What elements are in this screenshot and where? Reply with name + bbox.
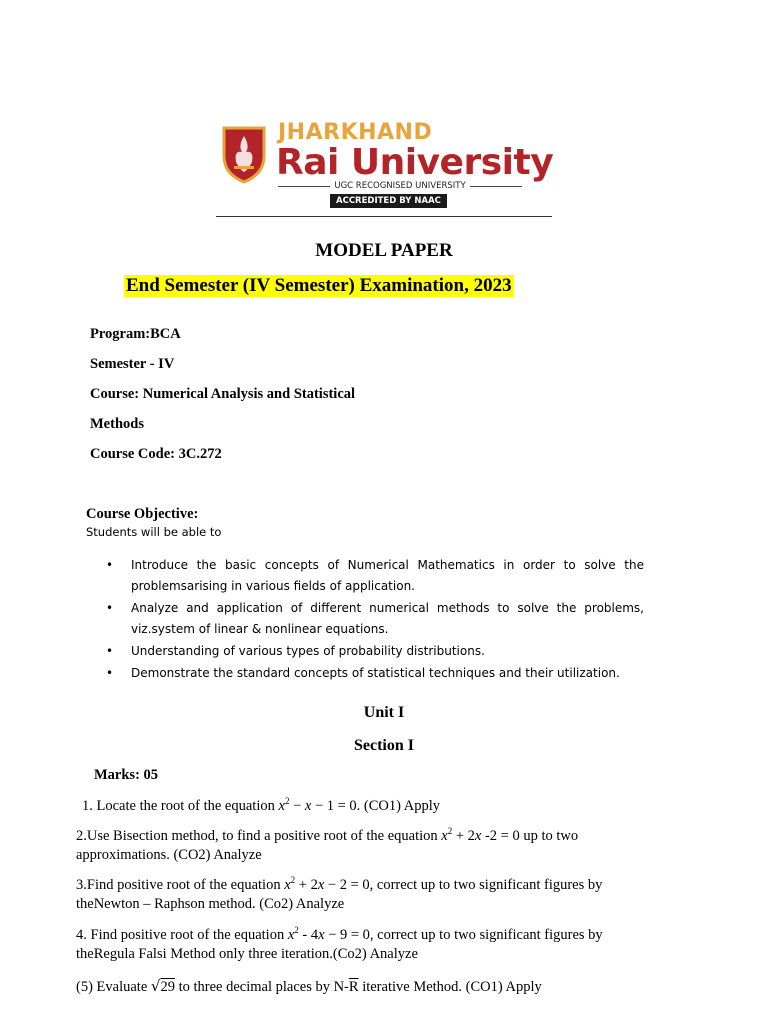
page-title: MODEL PAPER — [315, 240, 453, 261]
header-divider — [216, 216, 552, 217]
program: Program:BCA — [90, 326, 181, 342]
logo-name: Rai University — [276, 142, 554, 183]
list-item: • Introduce the basic concepts of Numerical Mathematics in order to solve the problemsarising in various fields of application. — [106, 558, 644, 593]
objective-heading: Course Objective: — [86, 506, 199, 522]
question-5: (5) Evaluate √29 to three decimal places by $N-\overline{R}$ iterative Method. (CO1) Apply — [76, 977, 542, 995]
exam-title: End Semester (IV Semester) Examination, 2023 — [126, 275, 512, 296]
shield-emblem-icon — [220, 122, 268, 184]
university-logo — [220, 118, 554, 214]
list-item: • Analyze and application of different numerical methods to solve the problems, viz.system of linear & nonlinear equations. — [106, 601, 644, 636]
course-code: Course Code: 3C.272 — [90, 446, 222, 462]
logo-tagline: UGC RECOGNISED UNIVERSITY — [278, 181, 522, 191]
question-3: 3.Find positive root of the equation $x^2 + 2x - 2 = 0$, correct up to two significant figures by theNewton – Raphson method. (Co2) Analyze — [76, 875, 603, 912]
question-4: 4. Find positive root of the equation $x^2 - 4x - 9 = 0$, correct up to two significant figures by theRegula Falsi Method only three iteration.(Co2) Analyze — [76, 925, 603, 962]
naac-badge: ACCREDITED BY NAAC — [330, 194, 447, 208]
question-1: 1. Locate the root of the equation $x^2 - x - 1 = 0$. (CO1) Apply — [82, 796, 441, 814]
list-item: • Understanding of various types of probability distributions. — [106, 644, 485, 658]
objective-subheading: Students will be able to — [86, 525, 222, 539]
list-item: • Demonstrate the standard concepts of statistical techniques and their utilization. — [106, 666, 620, 680]
logo-top-text: JHARKHAND — [278, 120, 433, 145]
semester: Semester - IV — [90, 356, 175, 372]
marks: Marks: 05 — [94, 767, 159, 783]
question-2: 2.Use Bisection method, to find a positive root of the equation $x^2 + 2x$ -2 = 0 up to two approximations. (CO2) Analyze — [76, 826, 579, 863]
objective-list — [104, 555, 644, 685]
section-title: Section I — [354, 737, 414, 754]
course-name-cont: Methods — [90, 416, 144, 432]
unit-title: Unit I — [363, 704, 405, 721]
course-name: Course: Numerical Analysis and Statistical — [90, 386, 356, 402]
